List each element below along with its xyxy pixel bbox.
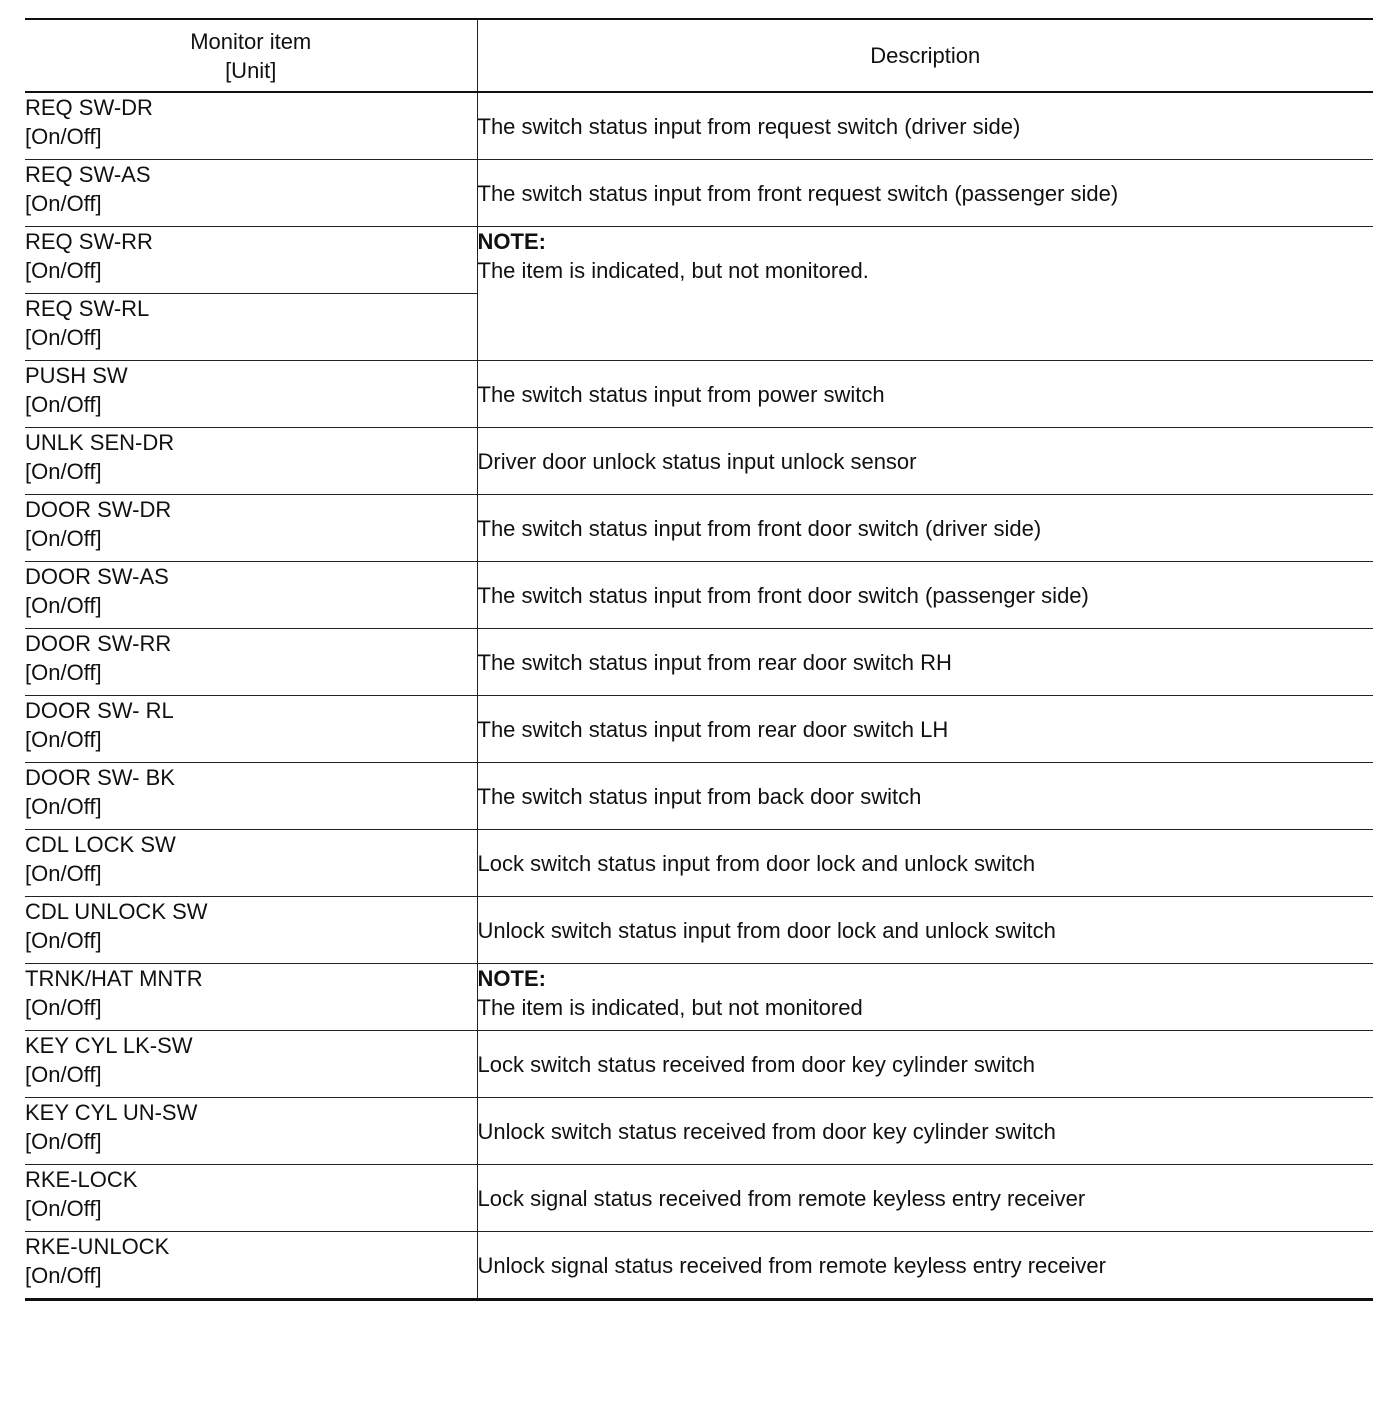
- description-cell: Lock signal status received from remote keyless entry receiver: [477, 1165, 1373, 1232]
- description-cell: The switch status input from front door switch (passenger side): [477, 562, 1373, 629]
- item-unit: [On/Off]: [25, 124, 102, 149]
- description-cell: The switch status input from back door switch: [477, 763, 1373, 830]
- item-unit: [On/Off]: [25, 1062, 102, 1087]
- item-unit: [On/Off]: [25, 1129, 102, 1154]
- monitor-item-cell: [25, 763, 477, 830]
- item-name: UNLK SEN-DR: [25, 430, 175, 455]
- item-unit: [On/Off]: [25, 727, 102, 752]
- item-unit: [On/Off]: [25, 928, 102, 953]
- item-name: DOOR SW- RL: [25, 698, 174, 723]
- monitor-item-cell: [25, 495, 477, 562]
- table-row: [25, 227, 1373, 294]
- monitor-item-cell: [25, 629, 477, 696]
- item-name: KEY CYL UN-SW: [25, 1100, 198, 1125]
- table-row: [25, 1098, 1373, 1165]
- description-cell: Driver door unlock status input unlock sensor: [477, 428, 1373, 495]
- item-unit: [On/Off]: [25, 258, 102, 283]
- note-text: The item is indicated, but not monitored.: [477, 258, 869, 283]
- monitor-item-cell: [25, 92, 477, 160]
- description-cell: The switch status input from power switch: [477, 361, 1373, 428]
- item-name: REQ SW-AS: [25, 162, 151, 187]
- table-row: [25, 495, 1373, 562]
- monitor-item-cell: [25, 696, 477, 763]
- item-name: TRNK/HAT MNTR: [25, 966, 203, 991]
- monitor-item-cell: [25, 361, 477, 428]
- item-unit: [On/Off]: [25, 861, 102, 886]
- table-row: [25, 428, 1373, 495]
- monitor-item-cell: [25, 1165, 477, 1232]
- table-row: [25, 1031, 1373, 1098]
- item-name: KEY CYL LK-SW: [25, 1033, 193, 1058]
- item-name: REQ SW-DR: [25, 95, 153, 120]
- note-cell: [477, 964, 1373, 1031]
- monitor-item-cell: [25, 562, 477, 629]
- table-row: [25, 1232, 1373, 1300]
- note-cell: [477, 227, 1373, 361]
- description-cell: Lock switch status input from door lock and unlock switch: [477, 830, 1373, 897]
- monitor-item-cell: [25, 1098, 477, 1165]
- item-name: CDL UNLOCK SW: [25, 899, 208, 924]
- monitor-item-table: [25, 18, 1373, 1301]
- description-cell: Lock switch status received from door key cylinder switch: [477, 1031, 1373, 1098]
- table-row: [25, 696, 1373, 763]
- item-name: PUSH SW: [25, 363, 128, 388]
- item-unit: [On/Off]: [25, 1263, 102, 1288]
- header-unit-label: [Unit]: [225, 57, 277, 83]
- item-unit: [On/Off]: [25, 995, 102, 1020]
- item-name: REQ SW-RL: [25, 296, 150, 321]
- item-unit: [On/Off]: [25, 794, 102, 819]
- table-row: [25, 562, 1373, 629]
- item-name: RKE-LOCK: [25, 1167, 138, 1192]
- item-name: DOOR SW-AS: [25, 564, 169, 589]
- description-cell: The switch status input from front door switch (driver side): [477, 495, 1373, 562]
- description-cell: Unlock signal status received from remote keyless entry receiver: [477, 1232, 1373, 1300]
- item-name: DOOR SW-RR: [25, 631, 172, 656]
- table-row: [25, 964, 1373, 1031]
- description-cell: Unlock switch status input from door lock and unlock switch: [477, 897, 1373, 964]
- header-description: Description: [477, 19, 1373, 92]
- item-unit: [On/Off]: [25, 459, 102, 484]
- description-cell: The switch status input from rear door switch LH: [477, 696, 1373, 763]
- table-header-row: [25, 19, 1373, 92]
- header-item-label: Monitor item: [190, 28, 312, 54]
- item-name: DOOR SW- BK: [25, 765, 175, 790]
- table-row: [25, 361, 1373, 428]
- item-unit: [On/Off]: [25, 660, 102, 685]
- table-row: [25, 1165, 1373, 1232]
- item-unit: [On/Off]: [25, 1196, 102, 1221]
- note-label: NOTE:: [477, 966, 546, 991]
- note-label: NOTE:: [477, 229, 546, 254]
- description-cell: The switch status input from request switch (driver side): [477, 92, 1373, 160]
- table-row: [25, 160, 1373, 227]
- description-cell: Unlock switch status received from door key cylinder switch: [477, 1098, 1373, 1165]
- table-row: [25, 830, 1373, 897]
- description-cell: The switch status input from rear door switch RH: [477, 629, 1373, 696]
- table-row: [25, 629, 1373, 696]
- monitor-item-cell: [25, 160, 477, 227]
- item-name: RKE-UNLOCK: [25, 1234, 170, 1259]
- table-row: [25, 763, 1373, 830]
- description-cell: The switch status input from front request switch (passenger side): [477, 160, 1373, 227]
- monitor-item-cell: [25, 1031, 477, 1098]
- item-name: REQ SW-RR: [25, 229, 153, 254]
- item-unit: [On/Off]: [25, 593, 102, 618]
- monitor-item-cell: [25, 1232, 477, 1300]
- monitor-item-cell: [25, 964, 477, 1031]
- monitor-item-cell: [25, 294, 477, 361]
- item-name: CDL LOCK SW: [25, 832, 176, 857]
- monitor-item-cell: [25, 227, 477, 294]
- monitor-item-cell: [25, 897, 477, 964]
- monitor-item-cell: [25, 428, 477, 495]
- item-name: DOOR SW-DR: [25, 497, 172, 522]
- item-unit: [On/Off]: [25, 191, 102, 216]
- table-row: [25, 897, 1373, 964]
- item-unit: [On/Off]: [25, 526, 102, 551]
- note-text: The item is indicated, but not monitored: [477, 995, 863, 1020]
- monitor-item-cell: [25, 830, 477, 897]
- item-unit: [On/Off]: [25, 325, 102, 350]
- header-monitor-item: [25, 19, 477, 92]
- item-unit: [On/Off]: [25, 392, 102, 417]
- table-row: [25, 92, 1373, 160]
